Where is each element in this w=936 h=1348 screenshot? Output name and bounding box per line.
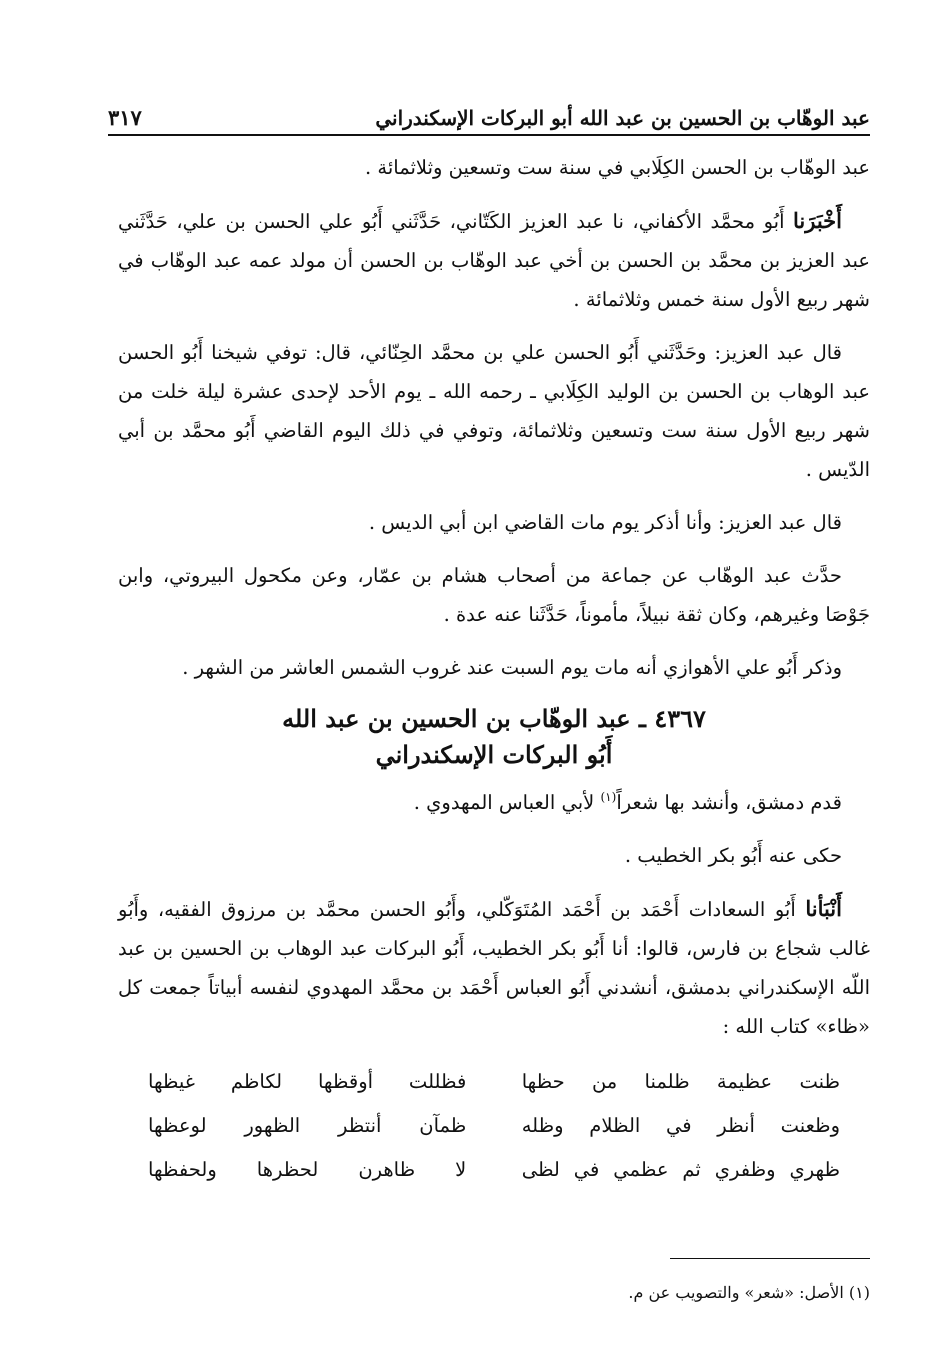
paragraph: وذكر أَبُو علي الأهوازي أنه مات يوم السبت عند غروب الشمس العاشر من الشهر . bbox=[182, 656, 842, 679]
hemistich-second: فظللت أوقظها لكاظم غيظها bbox=[148, 1070, 467, 1093]
paragraph-text: لأبي العباس المهدوي . bbox=[413, 791, 601, 814]
paragraph: قال عبد العزيز: وأنا أذكر يوم مات القاضي ابن أبي الديس . bbox=[368, 511, 842, 534]
footnote-text: الأصل: «شعر» والتصويب عن م. bbox=[628, 1283, 849, 1302]
page-number: ٣١٧ bbox=[108, 105, 142, 130]
hemistich-second: ظمآن أنتظر الظهور لوعظها bbox=[148, 1114, 467, 1137]
footnote-ref: (١) bbox=[600, 790, 617, 804]
paragraph: حكى عنه أَبُو بكر الخطيب . bbox=[624, 844, 842, 867]
header-title: عبد الوهّاب بن الحسين بن عبد الله أبو البركات الإسكندراني bbox=[375, 106, 870, 130]
entry-heading bbox=[118, 701, 870, 773]
paragraph-text: قدم دمشق، وأنشد بها شعراً bbox=[616, 791, 842, 814]
paragraph bbox=[118, 201, 870, 319]
paragraph: عبد الوهّاب بن الحسن الكِلَابي في سنة ست وتسعين وثلاثمائة . bbox=[365, 156, 870, 179]
paragraph-text: أَبُو السعادات أَحْمَد بن أَحْمَد المُتَوَكّلي، وأَبُو الحسن محمَّد بن مرزوق الفقيه، وأَبُو غالب شجاع بن فارس، قالوا: أنا أَبُو بكر الخطيب، أَبُو البركات عبد الوهاب بن الحسين بن عبد اللّه الإسكندراني بدمشق، أنشدني أَبُو العباس أَحْمَد بن محمَّد المهدوي لنفسه أبياتاً جمعت كل «ظاء» كتاب الله : bbox=[118, 898, 870, 1038]
paragraph-text: أَبُو محمَّد الأكفاني، نا عبد العزيز الكَتّاني، حَدَّثَني أَبُو علي الحسن بن علي، حَدَّثَني عبد العزيز بن محمَّد بن الحسن بن أخي عبد الوهّاب بن الحسن أن مولد عمه عبد الوهّاب في شهر ربيع الأول سنة خمس وثلاثمائة . bbox=[118, 210, 870, 311]
paragraph: قال عبد العزيز: وحَدَّثَني أَبُو الحسن علي بن محمَّد الحِنّائي، قال: توفي شيخنا أَبُو الحسن عبد الوهاب بن الحسن بن الوليد الكِلَابي ـ رحمه الله ـ يوم الأحد لإحدى عشرة ليلة خلت من شهر ربيع الأول سنة ست وتسعين وثلاثمائة، وتوفي في ذلك اليوم القاضي أَبُو محمَّد بن أبي الدّيس . bbox=[118, 341, 870, 481]
poem-verse bbox=[148, 1148, 840, 1192]
hemistich-first: ظنت عظيمة ظلمنا من حظها bbox=[521, 1070, 840, 1093]
hemistich-first: ظهري وظفري ثم عظمي في لظى bbox=[521, 1158, 840, 1181]
paragraph: حدَّث عبد الوهّاب عن جماعة من أصحاب هشام بن عمّار، وعن مكحول البيروتي، وابن جَوْصَا وغيرهم، وكان ثقة نبيلاً، مأموناً، حَدَّثَنا عنه عدة . bbox=[118, 564, 870, 626]
footnote-marker: (١) bbox=[848, 1283, 870, 1302]
hemistich-first: وظعنت أنظر في الظلام وظله bbox=[521, 1114, 840, 1137]
poem-verse bbox=[148, 1104, 840, 1148]
hemistich-second: لا ظاهرن لحظرها ولحفظها bbox=[148, 1158, 467, 1181]
paragraph bbox=[118, 783, 870, 822]
poem-verse bbox=[148, 1060, 840, 1104]
isnad-lead: أَخْبَرَنا bbox=[793, 208, 842, 233]
entry-heading-line: ٤٣٦٧ ـ عبد الوهّاب بن الحسين بن عبد الله bbox=[282, 704, 706, 733]
running-header bbox=[108, 92, 870, 136]
footnote-divider bbox=[670, 1258, 870, 1259]
footnote bbox=[118, 1280, 870, 1306]
entry-heading-line: أَبُو البركات الإسكندراني bbox=[375, 740, 613, 769]
paragraph bbox=[118, 889, 870, 1046]
poem bbox=[148, 1060, 840, 1192]
isnad-lead: أَنْبَأنا bbox=[805, 896, 842, 921]
main-text bbox=[118, 148, 870, 1192]
